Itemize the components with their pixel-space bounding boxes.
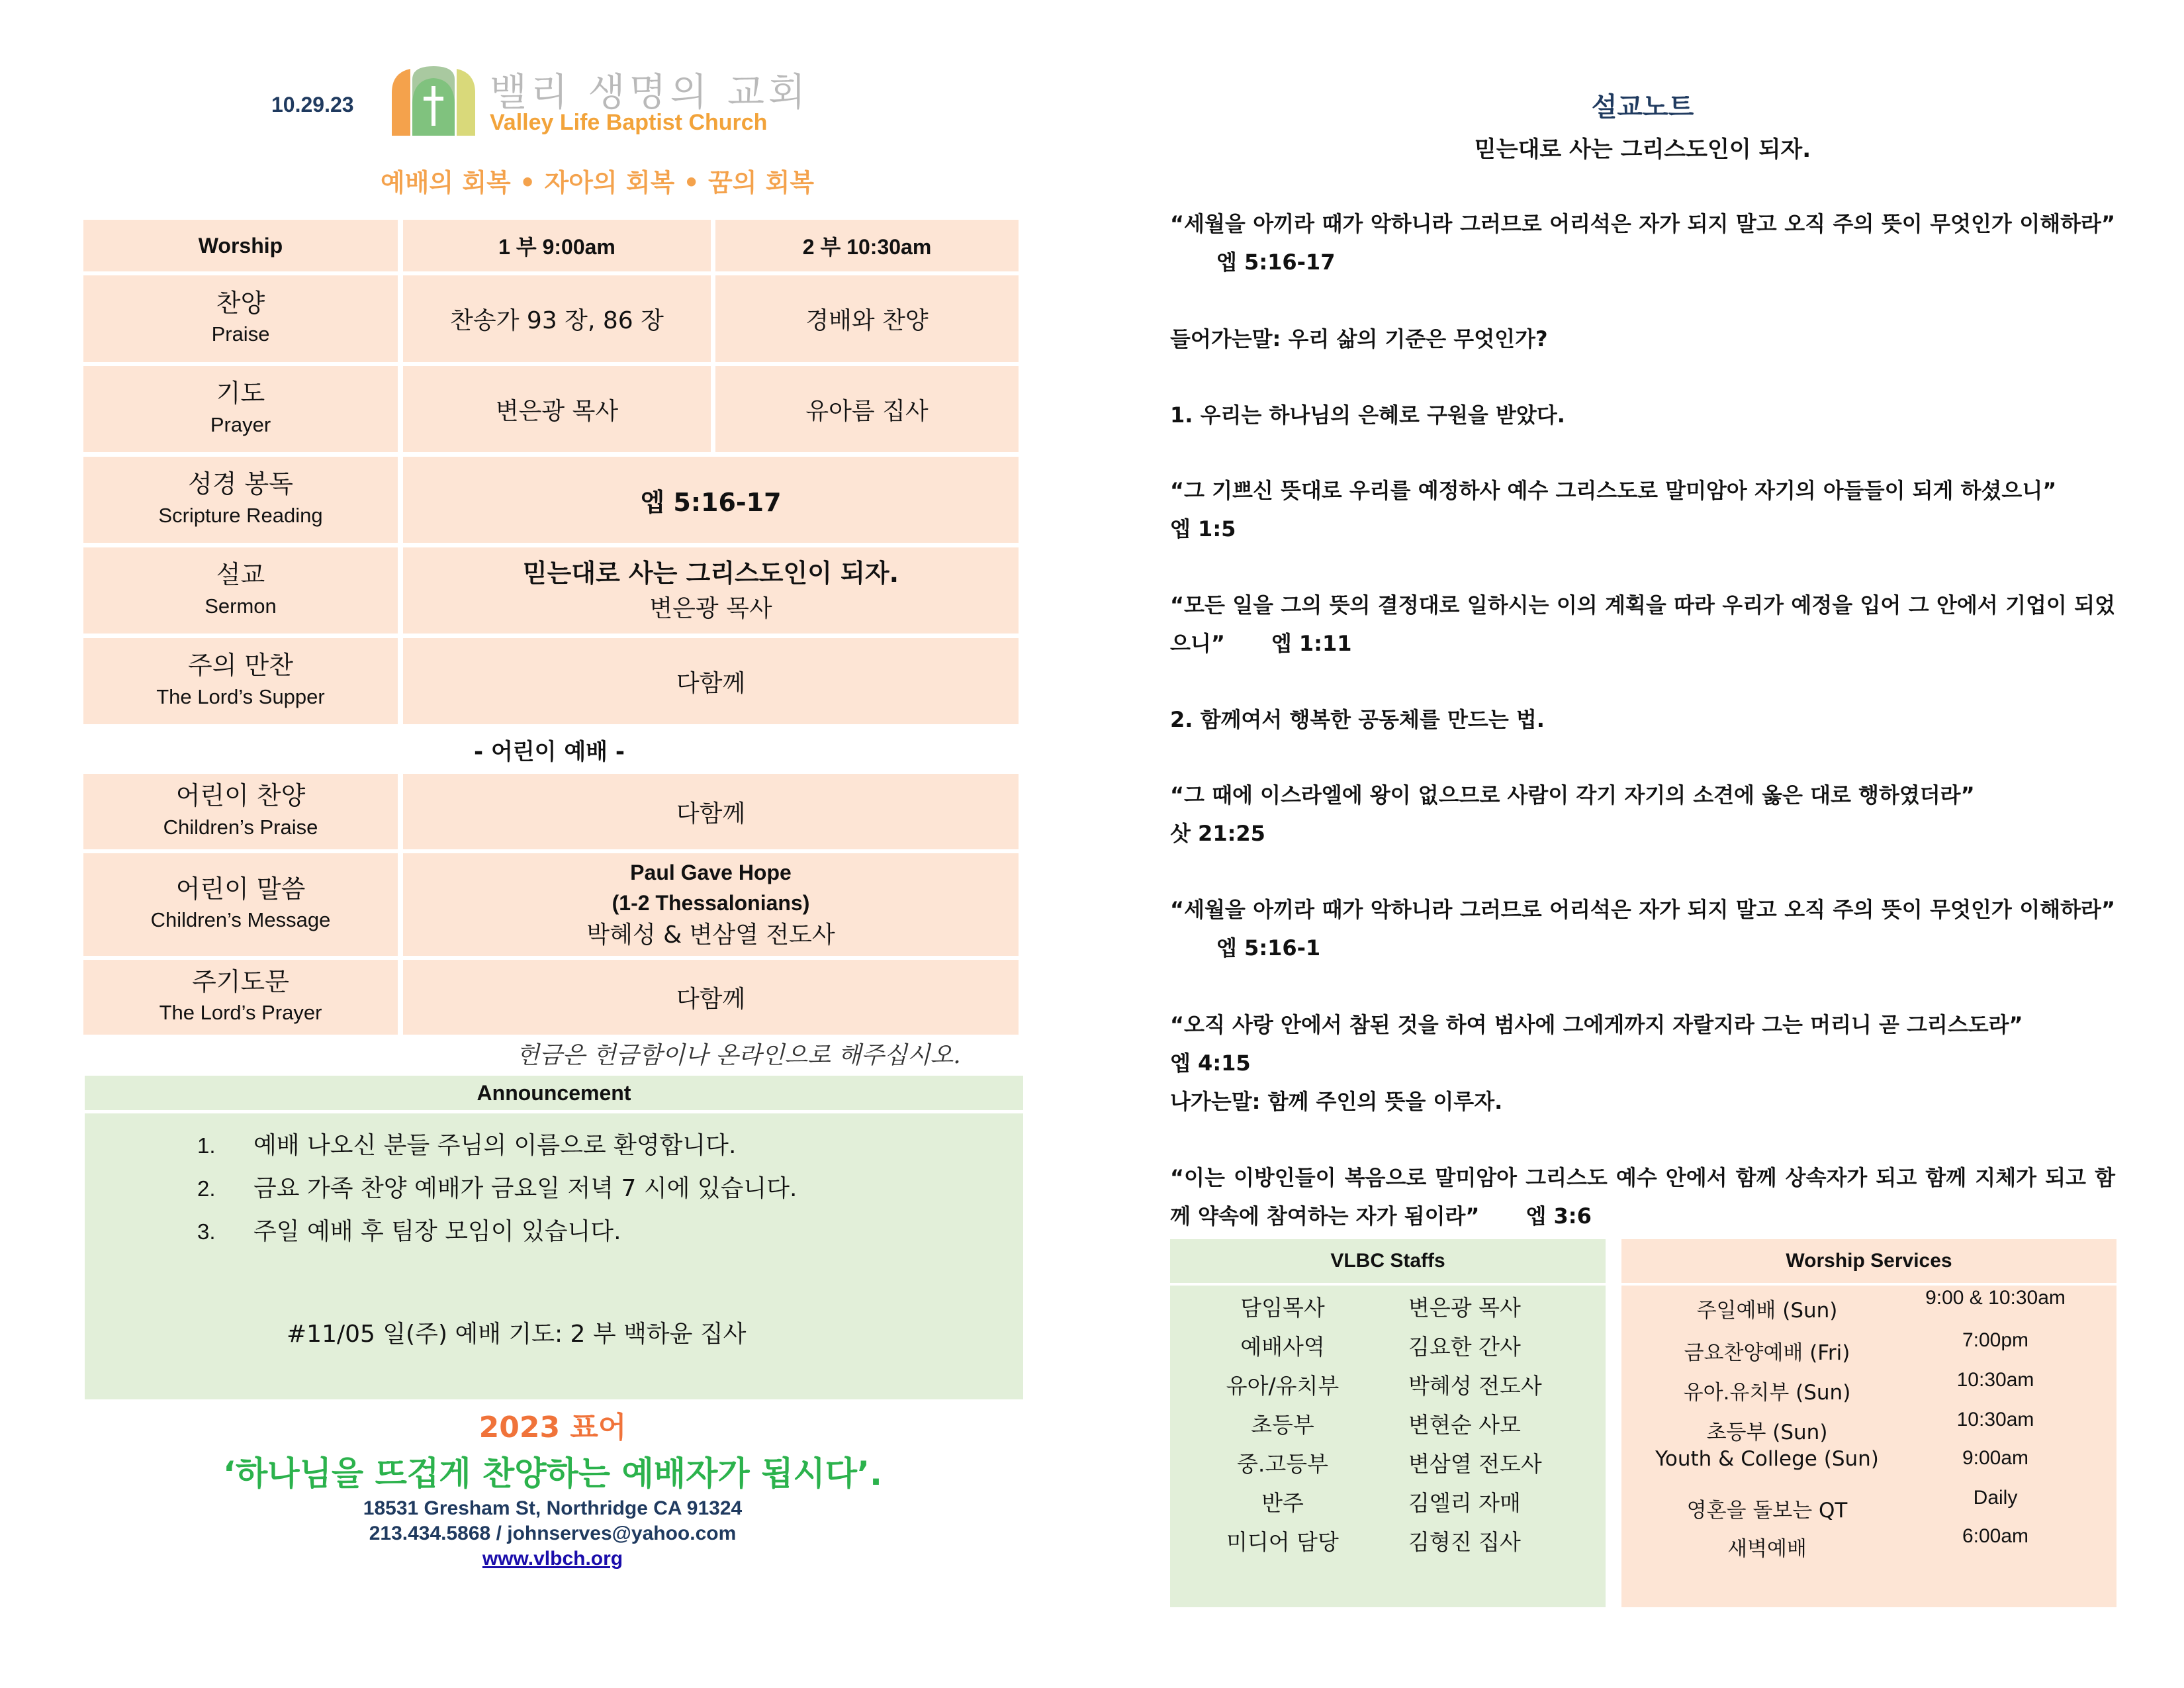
service-time: 10:30am [1956,1369,2034,1391]
announcement-item [197,1213,621,1246]
lords-prayer-value: 다함께 [403,960,1019,1035]
praise-second: 경배와 찬양 [715,275,1019,362]
sermon-title: 믿는대로 사는 그리스도인이 되자. [522,559,899,588]
announcement-number: 3. [197,1219,216,1244]
announcement-text: 예배 나오신 분들 주님의 이름으로 환영합니다. [253,1132,737,1159]
first-service-header: 1 부 9:00am [403,220,711,271]
scripture-label-ko: 성경 봉독 [188,469,293,498]
prayer-label-ko: 기도 [216,379,265,408]
staff-header: VLBC Staffs [1170,1239,1606,1283]
kids-message-label [83,853,398,956]
church-website-link[interactable]: www.vlbch.org [482,1548,623,1570]
church-name-korean: 밸리 생명의 교회 [490,70,810,115]
praise-label [83,275,398,362]
staff-role: 반주 [1261,1490,1304,1516]
verse-text: “그 기쁘신 뜻대로 우리를 예정하사 예수 그리스도로 말미암아 자기의 아들들이 되게 하셨으니” [1170,478,2057,503]
kids-message-value [403,853,1019,956]
verse-text: “그 때에 이스라엘에 왕이 없으므로 사람이 각기 자기의 소견에 옳은 대로 행하였더라” [1170,782,1975,808]
staff-name: 변삼열 전도사 [1408,1451,1542,1477]
service-name: 금요찬양예배 (Fri) [1684,1341,1850,1365]
sermon-verse [1170,1006,2115,1121]
slogan: 예배의 회복 • 자아의 회복 • 꿈의 회복 [381,168,815,197]
service-time: 7:00pm [1962,1329,2029,1351]
scripture-value: 엡 5:16-17 [403,457,1019,543]
motto-year: 2023 표어 [478,1411,627,1444]
prayer-second: 유아름 집사 [715,366,1019,452]
kids-message-label-ko: 어린이 말씀 [175,874,306,904]
service-time: 10:30am [1956,1409,2034,1430]
verse-text: “모든 일을 그의 뜻의 결정대로 일하시는 이의 계획을 따라 우리가 예정을 입어 그 안에서 기업이 되었으니” [1170,592,2115,656]
kids-praise-label-en: Children’s Praise [163,815,318,839]
sermon-label-ko: 설교 [216,560,265,589]
church-address: 18531 Gresham St, Northridge CA 91324 [363,1497,743,1519]
supper-label [83,638,398,724]
announcement-text: 주일 예배 후 팀장 모임이 있습니다. [253,1218,621,1245]
service-time: 6:00am [1962,1525,2029,1547]
sermon-intro: 들어가는말: 우리 삶의 기준은 무엇인가? [1170,326,1548,352]
praise-first: 찬송가 93 장, 86 장 [403,275,711,362]
service-name: 유아.유치부 (Sun) [1683,1381,1851,1405]
sermon-verse [1170,1158,2115,1235]
service-time: Daily [1973,1487,2018,1509]
sermon-note-subtitle: 믿는대로 사는 그리스도인이 되자. [1474,136,1811,163]
kids-praise-label-ko: 어린이 찬양 [175,781,306,810]
staff-name: 박혜성 전도사 [1408,1373,1542,1399]
sermon-point-1: 1. 우리는 하나님의 은혜로 구원을 받았다. [1170,402,1565,428]
staff-role: 예배사역 [1240,1334,1325,1360]
sermon-point-2: 2. 함께여서 행복한 공동체를 만드는 법. [1170,707,1545,732]
service-time: 9:00 & 10:30am [1925,1287,2066,1309]
sermon-verse [1170,890,2115,967]
service-name: 영혼을 돌보는 QT [1686,1499,1848,1523]
service-name: Youth & College (Sun) [1655,1447,1879,1471]
scripture-label-en: Scripture Reading [158,503,323,527]
announcement-body [85,1113,1023,1399]
verse-text: “세월을 아끼라 때가 악하니라 그러므로 어리석은 자가 되지 말고 오직 주의 뜻이 무엇인가 이해하라” [1170,897,2115,922]
staff-role: 초등부 [1251,1412,1314,1438]
lords-prayer-label [83,960,398,1035]
kids-message-subtitle: (1-2 Thessalonians) [612,891,810,915]
sermon-preacher: 변은광 목사 [649,595,772,623]
supper-label-en: The Lord’s Supper [156,684,325,708]
services-header: Worship Services [1621,1239,2116,1283]
church-window-cross-icon [390,66,477,136]
announcement-number: 2. [197,1176,216,1201]
staff-role: 유아/유치부 [1226,1373,1340,1399]
sermon-verse [1170,776,2115,853]
staff-role: 담임목사 [1240,1295,1325,1321]
staff-name: 변현순 사모 [1408,1412,1521,1438]
services-list [1621,1286,2116,1607]
staff-name: 김요한 간사 [1408,1334,1521,1360]
scripture-label [83,457,398,543]
verse-ref: 삿 21:25 [1170,821,1265,846]
announcement-number: 1. [197,1133,216,1158]
kids-message-title: Paul Gave Hope [630,860,792,884]
staff-role: 미디어 담당 [1226,1529,1339,1555]
staff-name: 김엘리 자매 [1408,1490,1521,1516]
announcement-header: Announcement [85,1076,1023,1110]
offering-note: 헌금은 헌금함이나 온라인으로 해주십시오. [516,1042,961,1069]
kids-praise-label [83,774,398,849]
second-service-header: 2 부 10:30am [715,220,1019,271]
kids-message-speaker: 박혜성 & 변삼열 전도사 [586,921,835,949]
lords-prayer-label-ko: 주기도문 [192,966,289,996]
verse-text: “세월을 아끼라 때가 악하니라 그러므로 어리석은 자가 되지 말고 오직 주의 뜻이 무엇인가 이해하라” [1170,211,2115,236]
lords-prayer-label-en: The Lord’s Prayer [159,1001,322,1024]
prayer-assignment-note: #11/05 일(주) 예배 기도: 2 부 백하윤 집사 [287,1321,747,1348]
staff-list [1170,1286,1606,1607]
prayer-label [83,366,398,452]
praise-label-en: Praise [211,322,270,346]
announcement-item [197,1170,797,1203]
prayer-first: 변은광 목사 [403,366,711,452]
verse-ref: 엡 5:16-1 [1216,935,1321,961]
motto: ‘하나님을 뜨겁게 찬양하는 예배자가 됩시다’. [222,1454,882,1493]
supper-label-ko: 주의 만찬 [188,651,293,680]
prayer-label-en: Prayer [210,412,271,436]
bulletin-date: 10.29.23 [271,93,354,117]
sermon-note-title: 설교노트 [1591,92,1694,122]
verse-ref: 엡 5:16-17 [1216,250,1336,275]
supper-value: 다함께 [403,638,1019,724]
sermon-verse [1170,586,2115,663]
staff-name: 변은광 목사 [1408,1295,1521,1321]
children-worship-title: - 어린이 예배 - [474,739,625,765]
staff-name: 김형진 집사 [1408,1529,1521,1555]
church-name-english: Valley Life Baptist Church [490,110,768,135]
service-name: 초등부 (Sun) [1706,1421,1828,1444]
sermon-label [83,547,398,633]
kids-message-label-en: Children’s Message [150,908,331,931]
sermon-verse [1170,205,2115,281]
praise-label-ko: 찬양 [216,288,265,318]
service-name: 주일예배 (Sun) [1696,1299,1838,1323]
verse-ref: 엡 4:15 [1170,1051,1251,1076]
service-name: 새벽예배 [1727,1537,1807,1561]
announcement-item [197,1127,736,1160]
sermon-verse [1170,471,2115,548]
church-contact: 213.434.5868 / johnserves@yahoo.com [369,1523,737,1544]
sermon-conclusion: 나가는말: 함께 주인의 뜻을 이루자. [1170,1089,1503,1114]
verse-text: “오직 사랑 안에서 참된 것을 하여 범사에 그에게까지 자랄지라 그는 머리니 곧 그리스도라” [1170,1012,2023,1037]
sermon-label-en: Sermon [205,594,277,618]
sermon-value [403,547,1019,633]
kids-praise-value: 다함께 [403,774,1019,849]
worship-header: Worship [83,220,398,271]
verse-ref: 엡 1:5 [1170,516,1236,541]
staff-role: 중.고등부 [1236,1451,1328,1477]
service-time: 9:00am [1962,1447,2029,1469]
announcement-text: 금요 가족 찬양 예배가 금요일 저녁 7 시에 있습니다. [253,1175,797,1202]
verse-text: “이는 이방인들이 복음으로 말미암아 그리스도 예수 안에서 함께 상속자가 되고 함께 지체가 되고 함께 약속에 참여하는 자가 됨이라” [1170,1165,2115,1229]
verse-ref: 엡 1:11 [1271,631,1352,656]
verse-ref: 엡 3:6 [1525,1203,1592,1229]
